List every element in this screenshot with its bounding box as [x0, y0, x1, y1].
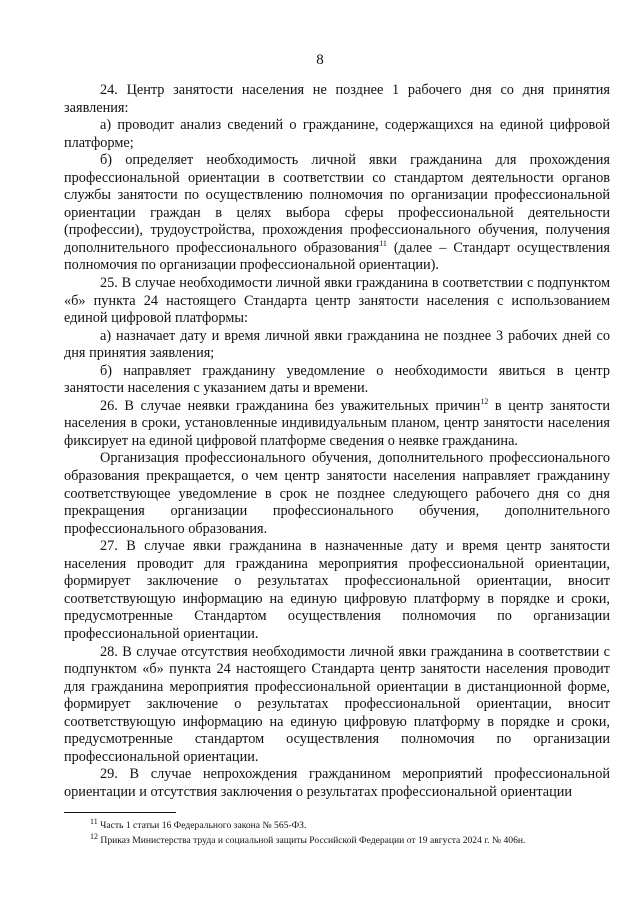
- footnote-reference-12: 12: [480, 397, 489, 407]
- paragraph-text: б) определяет необходимость личной явки гражданина для прохождения профессиональной ориентации в соответствии со стандартом деятельности органов службы занятости по осуществлению полномочия по организации профессиональной ориентации граждан в целях выбора сферы профессиональной деятельности (профессии), трудоустройства, прохождения профессионального обучения, получения дополнительного профессионального образования: [64, 152, 610, 256]
- paragraph-29: [64, 766, 610, 801]
- paragraph-text: 24. Центр занятости населения не позднее 1 рабочего дня со дня принятия заявления:: [64, 82, 610, 116]
- paragraph-25: [64, 275, 610, 328]
- paragraph-text: 29. В случае непрохождения гражданином мероприятий профессиональной ориентации и отсутствия заключения о результатах профессиональной ориентации: [64, 766, 610, 800]
- paragraph-text-continuation: (далее – Стандарт осуществления полномочия по организации профессиональной ориентации).: [64, 239, 611, 274]
- paragraph-27: [64, 538, 610, 643]
- footnote-reference-11: 11: [379, 239, 387, 249]
- footnote-mark-12: 12: [90, 831, 98, 841]
- paragraph-25-a: [64, 328, 610, 363]
- paragraph-26: [64, 398, 610, 451]
- footnotes: [90, 818, 610, 848]
- footnote-mark-11: 11: [90, 816, 98, 826]
- footnote-11: [90, 818, 610, 833]
- paragraph-26-continuation: [64, 450, 610, 538]
- paragraph-28: [64, 644, 610, 767]
- paragraph-25-b: [64, 363, 610, 398]
- document-body: [64, 82, 610, 801]
- paragraph-text: 28. В случае отсутствия необходимости личной явки гражданина в соответствии с подпунктом «б» пункта 24 настоящего Стандарта центр занятости населения проводит для гражданина мероприятия профессиональной ориентации в дистанционной форме, формирует заключение о результатах профессиональной ориентации, вносит соответствующую информацию на единую цифровую платформу в порядке и сроки, предусмотренные стандартом осуществления полномочия по организации профессиональной ориентации.: [64, 643, 610, 765]
- footnote-separator: [64, 812, 176, 813]
- paragraph-24: [64, 82, 610, 117]
- paragraph-24-a: [64, 117, 610, 152]
- paragraph-24-b: [64, 152, 610, 275]
- paragraph-text: Организация профессионального обучения, дополнительного профессионального образования прекращается, о чем центр занятости населения направляет гражданину соответствующее уведомление в срок не позднее следующего рабочего дня со дня прекращения организации профессионального обучения, дополнительного профессионального образования.: [64, 450, 610, 537]
- paragraph-text: а) проводит анализ сведений о гражданине, содержащихся на единой цифровой платформе;: [64, 117, 610, 151]
- page-number: 8: [316, 52, 324, 68]
- paragraph-text-continuation: в центр занятости населения в сроки, установленные индивидуальным планом, центр занятости населения фиксирует на единой цифровой платформе сведения о неявке гражданина.: [64, 397, 610, 449]
- paragraph-text: 26. В случае неявки гражданина без уважительных причин: [100, 397, 481, 414]
- paragraph-text: 27. В случае явки гражданина в назначенные дату и время центр занятости населения проводит для гражданина мероприятия профессиональной ориентации, формирует заключение о результатах профессиональной ориентации, вносит соответствующую информацию на единую цифровую платформу в порядке и сроки, предусмотренные Стандартом осуществления полномочия по организации профессиональной ориентации.: [64, 538, 610, 642]
- footnote-12: [90, 833, 610, 848]
- paragraph-text: б) направляет гражданину уведомление о необходимости явиться в центр занятости населения с указанием даты и времени.: [64, 362, 610, 397]
- footnote-text: Приказ Министерства труда и социальной защиты Российской Федерации от 19 августа 2024 г. № 406н.: [98, 835, 526, 846]
- paragraph-text: 25. В случае необходимости личной явки гражданина в соответствии с подпунктом «б» пункта 24 настоящего Стандарта центр занятости населения с использованием единой цифровой платформы:: [64, 275, 610, 327]
- paragraph-text: а) назначает дату и время личной явки гражданина не позднее 3 рабочих дней со дня принятия заявления;: [64, 327, 610, 362]
- footnote-text: Часть 1 статьи 16 Федерального закона № 565-ФЗ.: [97, 820, 307, 831]
